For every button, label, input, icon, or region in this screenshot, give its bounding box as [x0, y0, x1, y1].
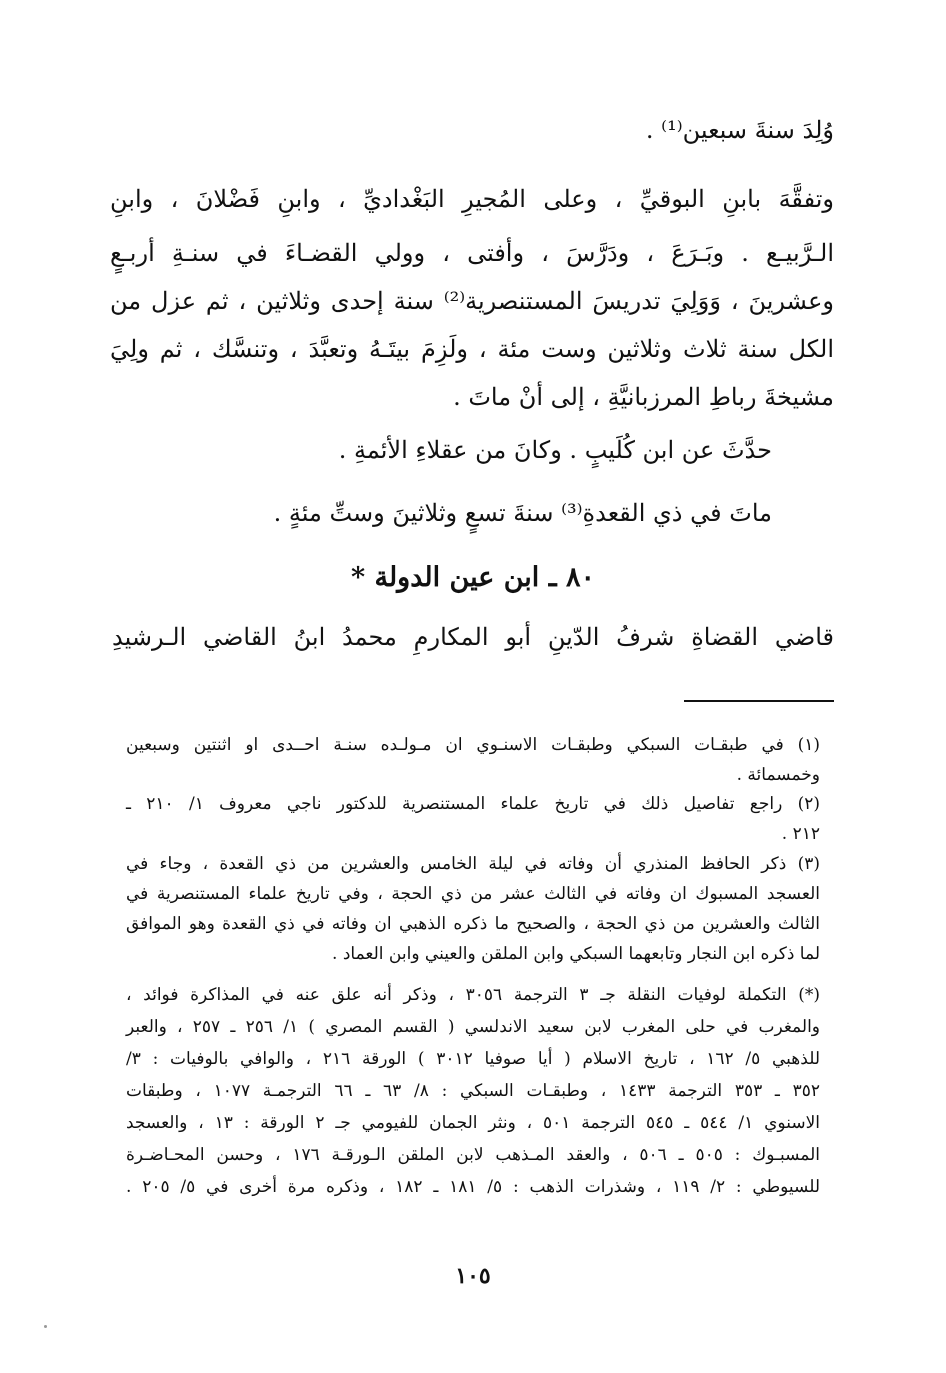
footnote-3-line-4: لما ذكره ابن النجار وتابعهما السبكي وابن الملقن والعيني وابن العماد . [332, 944, 820, 964]
page-number: ١٠٥ [455, 1263, 491, 1289]
scan-speck [44, 1325, 47, 1328]
main-text-line-5: الكل سنة ثلاث وثلاثين وست مئة ، ولَزِمَ بيتَـهُ وتعبَّدَ ، وتنسَّك ، ثم ولِيَ [110, 335, 834, 363]
main-text-line-8: ماتَ في ذي القعدةِ⁽³⁾ سنةَ تسعٍ وثلاثينَ وستِّ مئةٍ . [273, 499, 772, 527]
main-text-line-9: قاضي القضاةِ شرفُ الدّينِ أبو المكارمِ محمدُ ابنُ القاضي الـرشيدِ [112, 623, 834, 651]
footnote-1-line-2: وخمسمائة . [736, 765, 820, 785]
main-text-line-1: وُلِدَ سنةَ سبعين⁽¹⁾ . [645, 116, 834, 144]
footnote-star-line-6: المسبـوك : ٥٠٥ ـ ٥٠٦ ، والعقد المـذهب لابن الملقن الـورقـة ١٧٦ ، وحسن المحـاضـرة [126, 1145, 820, 1165]
footnote-star-line-2: والمغرب في حلى المغرب لابن سعيد الاندلسي ( القسم المصري ) ١/ ٢٥٦ ـ ٢٥٧ ، والعبر [126, 1017, 820, 1037]
main-text-line-2: وتفقَّهَ بابنِ البوقيِّ ، وعلى المُجيرِ البَغْداديِّ ، وابنِ فَضْلانَ ، وابنِ [110, 185, 834, 213]
footnote-2-line-2: ٢١٢ . [781, 824, 820, 844]
footnote-3-line-3: الثالث والعشرين من ذي الحجة ، والصحيح ما ذكره الذهبي ان وفاته في ذي القعدة وهو الموافق [126, 914, 820, 934]
entry-heading: ٨٠ ـ ابن عين الدولة * [350, 562, 596, 593]
main-text-line-3: الـرَّبيـع . وبَـرَعَ ، ودَرَّسَ ، وأفتى ، وولي القضـاءَ في سنـةِ أربـعٍ [110, 239, 834, 267]
footnote-star-line-4: ٣٥٢ ـ ٣٥٣ الترجمة ١٤٣٣ ، وطبقـات السبكي : ٨/ ٦٣ ـ ٦٦ الترجمـة ١٠٧٧ ، وطبقات [126, 1081, 821, 1101]
footnote-star-line-1: (*) التكملة لوفيات النقلة جـ ٣ الترجمة ٣٠٥٦ ، وذكر أنه علق عنه في المذاكرة فوائد ، [126, 985, 820, 1005]
main-text-line-4: وعشرينَ ، وَوَلِيَ تدريسَ المستنصرية⁽²⁾ سنة إحدى وثلاثين ، ثم عزل من [110, 287, 834, 315]
footnote-star-line-7: للسيوطي : ٢/ ١١٩ ، وشذرات الذهب : ٥/ ١٨١ ـ ١٨٢ ، وذكره مرة أخرى في ٥/ ٢٠٥ . [126, 1177, 821, 1197]
main-text-line-6: مشيخةَ رباطِ المرزبانيَّةِ ، إلى أنْ ماتَ . [453, 383, 834, 411]
footnote-2-line-1: (٢) راجع تفاصيل ذلك في تاريخ علماء المستنصرية للدكتور ناجي معروف ١/ ٢١٠ ـ [126, 794, 820, 814]
main-text-line-7: حدَّثَ عن ابن كُلَيبٍ . وكانَ من عقلاءِ الأئمةِ . [338, 436, 772, 464]
footnote-1-line-1: (١) في طبقـات السبكي وطبقـات الاسنـوي ان مـولـده سنـة احــدى او اثنتين وسبعين [126, 735, 820, 755]
footnote-star-line-5: الاسنوي ١/ ٥٤٤ ـ ٥٤٥ الترجمة ٥٠١ ، ونثر الجمان للفيومي جـ ٢ الورقة : ١٣ ، والعسجد [126, 1113, 821, 1133]
footnote-3-line-1: (٣) ذكر الحافظ المنذري أن وفاته في ليلة الخامس والعشرين من ذي القعدة ، وجاء في [126, 854, 820, 874]
footnote-separator [684, 700, 834, 702]
footnote-3-line-2: العسجد المسبوك ان وفاته في الثالث عشر من ذي الحجة ، وفي تاريخ علماء المستنصرية في [126, 884, 820, 904]
footnote-star-line-3: للذهبي ٥/ ١٦٢ ، تاريخ الاسلام ( أيا صوفيا ٣٠١٢ ) الورقة ٢١٦ ، والوافي بالوفيات : ٣/ [126, 1049, 821, 1069]
